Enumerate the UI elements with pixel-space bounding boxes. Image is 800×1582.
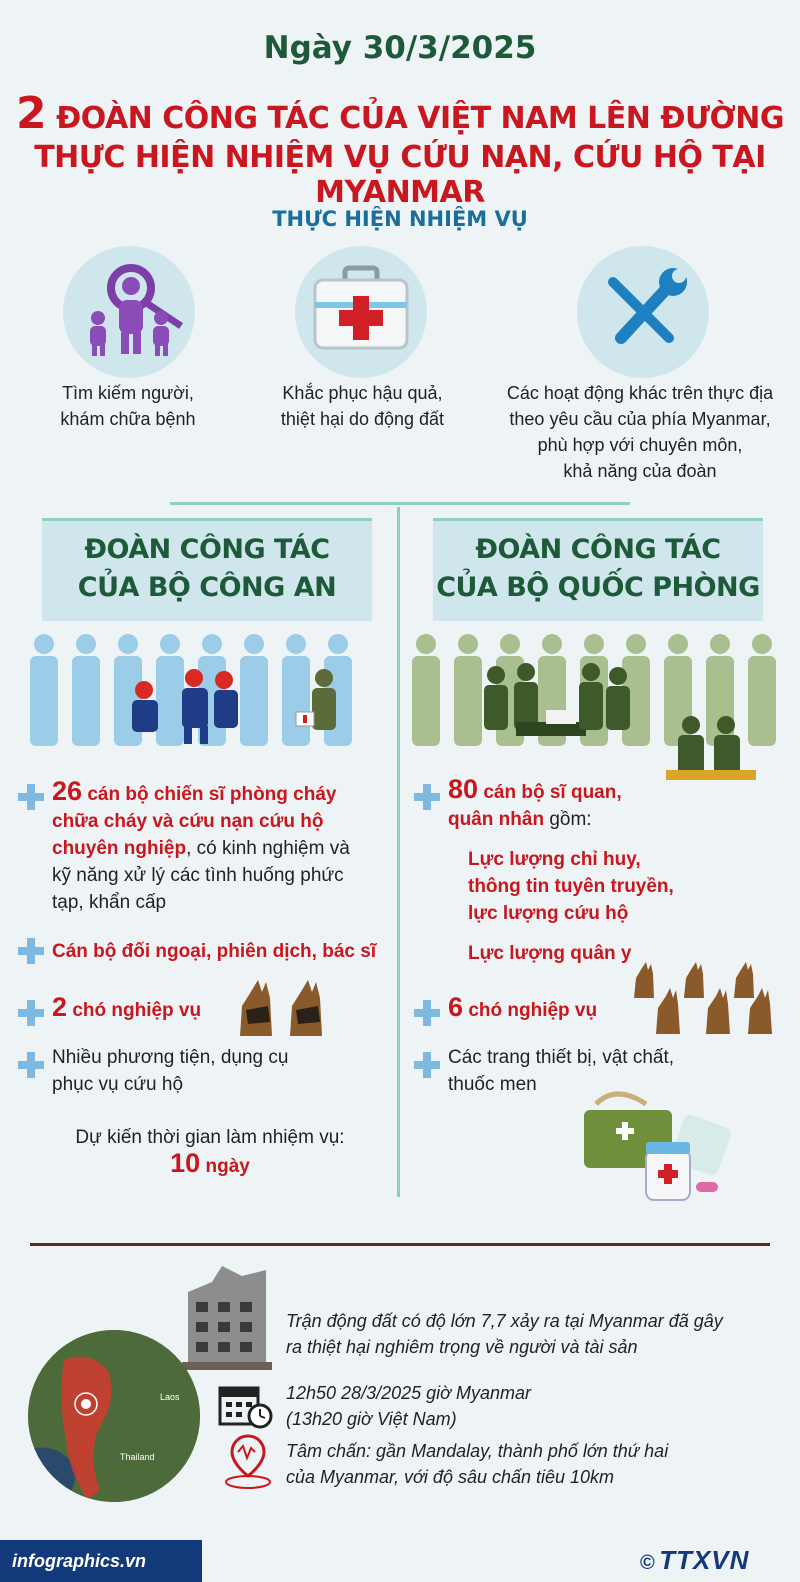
epicenter-icon bbox=[220, 1434, 276, 1490]
police-dogs-count: 2 bbox=[52, 992, 68, 1022]
police-team-box bbox=[42, 518, 372, 621]
quake-time-myanmar: 12h50 28/3/2025 giờ Myanmar bbox=[286, 1383, 532, 1403]
map-label-thailand: Thailand bbox=[120, 1452, 155, 1462]
plus-icon bbox=[414, 1000, 440, 1026]
medical-supplies-icon bbox=[576, 1084, 746, 1204]
police-title-1: ĐOÀN CÔNG TÁC bbox=[84, 534, 330, 565]
copyright-symbol: © bbox=[640, 1552, 655, 1574]
task-3-line-1: Các hoạt động khác trên thực địa bbox=[506, 383, 774, 403]
task-1-line-2: khám chữa bệnh bbox=[60, 409, 196, 429]
plus-icon bbox=[18, 1052, 44, 1078]
defense-medical-force: Lực lượng quân y bbox=[468, 943, 632, 964]
section-divider bbox=[30, 1243, 770, 1246]
defense-item-officers bbox=[448, 776, 708, 833]
defense-dogs-count: 6 bbox=[448, 992, 464, 1022]
plus-icon bbox=[414, 784, 440, 810]
quake-description bbox=[286, 1308, 786, 1360]
police-officers-rest-2: kỹ năng xử lý các tình huống phức bbox=[52, 865, 344, 886]
police-item-officers bbox=[52, 778, 382, 916]
first-aid-kit-icon bbox=[295, 246, 427, 378]
police-officers-rest-3: tạp, khẩn cấp bbox=[52, 892, 167, 913]
plus-icon bbox=[18, 1000, 44, 1026]
quake-desc-1: Trận động đất có độ lớn 7,7 xảy ra tại Myanmar đã gây bbox=[286, 1311, 723, 1331]
defense-officers-count: 80 bbox=[448, 774, 479, 804]
task-3-line-2: theo yêu cầu của phía Myanmar, bbox=[509, 409, 771, 429]
task-2-line-2: thiệt hại do động đất bbox=[280, 409, 445, 429]
police-officers-red-2: chữa cháy và cứu nạn cứu hộ bbox=[52, 811, 324, 832]
task-1-line-1: Tìm kiếm người, bbox=[62, 383, 194, 403]
defense-team-title bbox=[433, 521, 763, 607]
task-caption-3 bbox=[490, 380, 790, 484]
defense-equipment-line-1: Các trang thiết bị, vật chất, bbox=[448, 1047, 675, 1068]
task-caption-1 bbox=[28, 380, 228, 432]
plus-icon bbox=[414, 1052, 440, 1078]
task-3-line-4: khả năng của đoàn bbox=[563, 461, 717, 481]
quake-epicenter-2: của Myanmar, với độ sâu chấn tiêu 10km bbox=[286, 1467, 615, 1487]
title-number: 2 bbox=[16, 88, 47, 139]
damaged-building-icon bbox=[182, 1262, 272, 1370]
defense-officers-red-1: cán bộ sĩ quan, bbox=[483, 782, 622, 803]
title-line-2: THỰC HIỆN NHIỆM VỤ CỨU NẠN, CỨU HỘ TẠI MYANMAR bbox=[34, 140, 766, 210]
ttxvn-logo bbox=[640, 1545, 780, 1575]
task-2-line-1: Khắc phục hậu quả, bbox=[282, 383, 443, 403]
police-team-title bbox=[42, 521, 372, 607]
police-officers-count: 26 bbox=[52, 776, 83, 806]
tools-icon bbox=[577, 246, 709, 378]
quake-time bbox=[286, 1380, 766, 1432]
divider-vertical bbox=[397, 507, 400, 1197]
date-heading: Ngày 30/3/2025 bbox=[263, 30, 537, 66]
plus-icon bbox=[18, 938, 44, 964]
quake-desc-2: ra thiệt hại nghiêm trọng về người và tài sản bbox=[286, 1337, 638, 1357]
defense-equipment-line-2: thuốc men bbox=[448, 1074, 537, 1095]
footer-site[interactable]: infographics.vn bbox=[0, 1540, 202, 1582]
defense-title-1: ĐOÀN CÔNG TÁC bbox=[475, 534, 721, 565]
title-line-1 bbox=[0, 88, 800, 139]
police-silhouettes bbox=[24, 630, 374, 748]
search-people-icon bbox=[63, 246, 195, 378]
dog-icon bbox=[630, 960, 780, 1036]
title-text-1: ĐOÀN CÔNG TÁC CỦA VIỆT NAM LÊN ĐƯỜNG bbox=[56, 101, 784, 136]
police-item-staff: Cán bộ đối ngoại, phiên dịch, bác sĩ bbox=[52, 941, 377, 962]
duration-label: Dự kiến thời gian làm nhiệm vụ: bbox=[75, 1127, 345, 1148]
ttxvn-logo-text: TTXVN bbox=[659, 1545, 750, 1575]
defense-forces-list bbox=[468, 846, 768, 927]
defense-item-dogs bbox=[448, 994, 628, 1024]
dog-icon bbox=[232, 976, 332, 1038]
police-officers-rest-1: , có kinh nghiệm và bbox=[186, 838, 350, 859]
police-officers-red-3: chuyên nghiệp bbox=[52, 838, 187, 859]
police-officers-red-1: cán bộ chiến sĩ phòng cháy bbox=[87, 784, 337, 805]
defense-force-3: lực lượng cứu hộ bbox=[468, 903, 629, 924]
defense-officers-rest: gồm: bbox=[544, 809, 592, 830]
quake-epicenter bbox=[286, 1438, 766, 1490]
quake-epicenter-1: Tâm chấn: gần Mandalay, thành phố lớn thứ hai bbox=[286, 1441, 669, 1461]
map-label-laos: Laos bbox=[160, 1392, 180, 1402]
defense-team-box bbox=[433, 518, 763, 621]
defense-force-1: Lực lượng chỉ huy, bbox=[468, 849, 641, 870]
divider-horizontal bbox=[170, 502, 630, 505]
calendar-clock-icon bbox=[218, 1382, 274, 1430]
quake-time-vietnam: (13h20 giờ Việt Nam) bbox=[286, 1409, 457, 1429]
police-equipment-line-2: phục vụ cứu hộ bbox=[52, 1074, 184, 1095]
police-dogs-label: chó nghiệp vụ bbox=[72, 1000, 202, 1021]
duration-value bbox=[30, 1150, 390, 1180]
police-title-2: CỦA BỘ CÔNG AN bbox=[77, 572, 337, 603]
defense-force-2: thông tin tuyên truyền, bbox=[468, 876, 674, 897]
duration-unit: ngày bbox=[205, 1156, 250, 1177]
defense-title-2: CỦA BỘ QUỐC PHÒNG bbox=[436, 572, 760, 603]
police-item-equipment bbox=[52, 1044, 372, 1098]
task-3-line-3: phù hợp với chuyên môn, bbox=[537, 435, 743, 455]
defense-dogs-label: chó nghiệp vụ bbox=[468, 1000, 598, 1021]
police-item-dogs bbox=[52, 994, 232, 1024]
myanmar-map bbox=[28, 1330, 200, 1502]
plus-icon bbox=[18, 784, 44, 810]
defense-officers-red-2: quân nhân bbox=[448, 809, 545, 830]
tasks-heading: THỰC HIỆN NHIỆM VỤ bbox=[272, 207, 528, 231]
police-equipment-line-1: Nhiều phương tiện, dụng cụ bbox=[52, 1047, 289, 1068]
task-caption-2 bbox=[240, 380, 485, 432]
duration-number: 10 bbox=[170, 1148, 201, 1178]
